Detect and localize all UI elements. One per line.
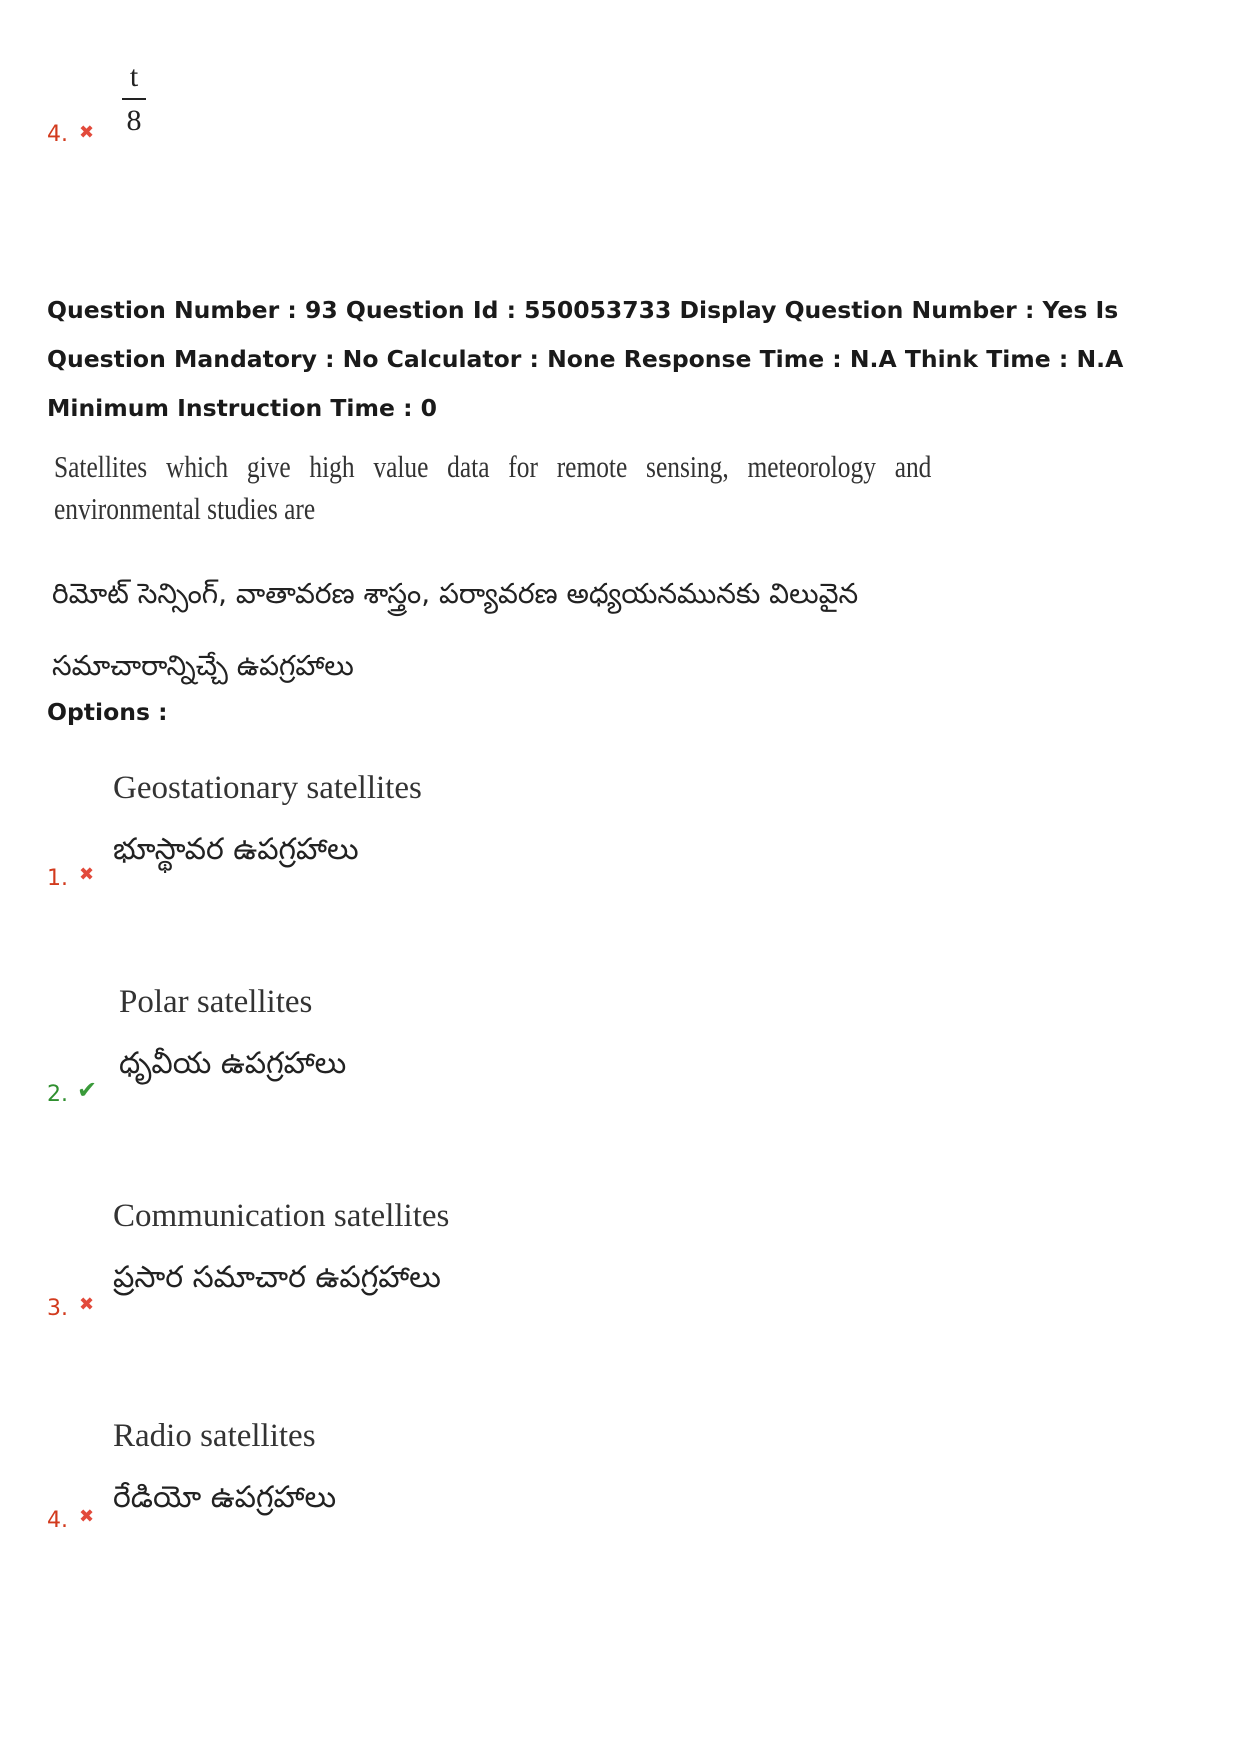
fraction-denominator: 8 [126, 104, 142, 137]
option-4 [47, 1418, 747, 1598]
options-label: Options : [47, 698, 168, 726]
question-text-telugu: రిమోట్ సెన్సింగ్, వాతావరణ శాస్త్రం, పర్యావరణ అధ్యయనమునకు విలువైన సమాచారాన్నిచ్చే ఉపగ్రహాలు [52, 577, 859, 682]
option-number: 2. [47, 1082, 68, 1107]
question-meta: Question Number : 93 Question Id : 550053733 Display Question Number : Yes Is Question Mandatory : No Calculator : None Response Time : N.A Think Time : N.A Minimum Instruction Time : 0 [47, 296, 1124, 422]
cross-icon: ✖ [79, 1294, 95, 1315]
fraction-numerator: t [129, 60, 139, 93]
option-1 [47, 770, 747, 950]
previous-option-4 [47, 60, 347, 160]
option-text-english: Communication satellites [113, 1198, 450, 1234]
option-text-english: Geostationary satellites [113, 770, 422, 806]
option-text-telugu: ప్రసార సమాచార ఉపగ్రహాలు [113, 1260, 441, 1295]
cross-icon: ✖ [79, 1506, 95, 1527]
option-number: 4. [47, 122, 68, 147]
fraction-bar [122, 98, 146, 100]
option-text-english: Radio satellites [113, 1418, 316, 1454]
question-text-english: Satellites which give high value data for remote sensing, meteorology and environmental studies are [54, 449, 932, 526]
option-text-telugu: ధృవీయ ఉపగ్రహాలు [119, 1046, 347, 1081]
cross-icon: ✖ [79, 864, 95, 885]
option-number: 3. [47, 1296, 68, 1321]
option-text-telugu: రేడియో ఉపగ్రహాలు [113, 1480, 337, 1515]
check-icon: ✔ [77, 1076, 98, 1104]
option-text-telugu: భూస్థావర ఉపగ్రహాలు [113, 832, 359, 867]
option-3 [47, 1198, 747, 1378]
fraction [119, 60, 149, 138]
option-number: 1. [47, 866, 68, 891]
option-text-english: Polar satellites [119, 984, 313, 1020]
option-number: 4. [47, 1508, 68, 1533]
option-2 [47, 984, 747, 1164]
cross-icon: ✖ [79, 122, 95, 143]
